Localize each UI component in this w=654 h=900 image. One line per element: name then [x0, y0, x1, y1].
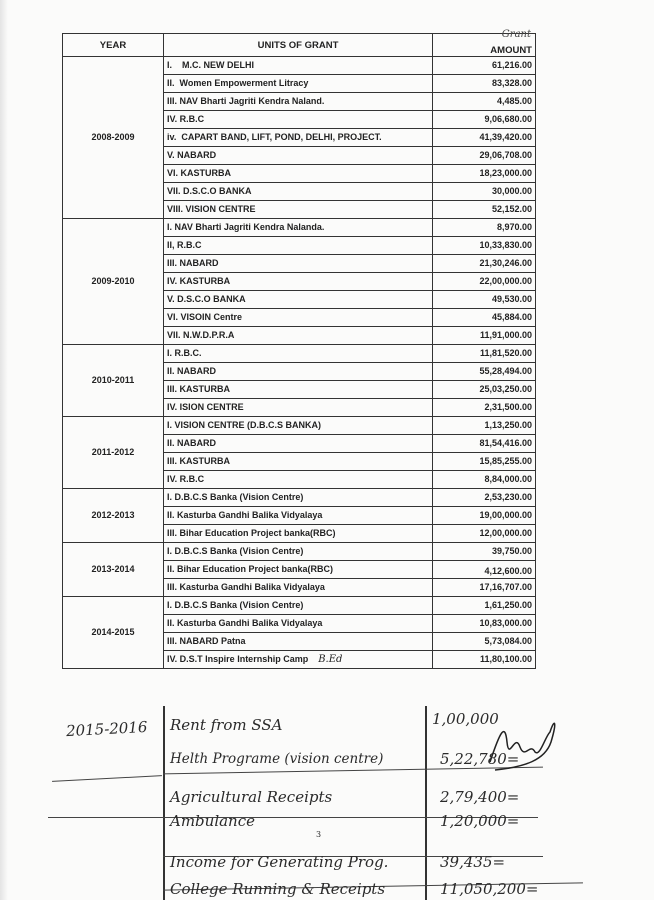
- year-cell: 2009-2010: [63, 219, 164, 345]
- table-row: [63, 597, 536, 615]
- unit-cell: [164, 561, 433, 579]
- table-header-row: [63, 34, 536, 57]
- unit-label: III. KASTURBA: [167, 384, 230, 394]
- unit-label: IV. D.S.T Inspire Internship Camp: [167, 654, 309, 664]
- year-cell: 2012-2013: [63, 489, 164, 543]
- unit-cell: [164, 633, 433, 651]
- handwritten-amount: 39,435=: [440, 853, 506, 871]
- handwritten-amount: 5,22,780=: [440, 750, 520, 768]
- unit-label: III. Kasturba Gandhi Balika Vidyalaya: [167, 582, 325, 592]
- unit-label: V. D.S.C.O BANKA: [167, 294, 246, 304]
- unit-cell: [164, 309, 433, 327]
- amount-cell: 1,13,250.00: [433, 417, 536, 435]
- amount-cell: 5,73,084.00: [433, 633, 536, 651]
- handwritten-year: 2015-2016: [65, 717, 148, 741]
- unit-label: II. Women Empowerment Litracy: [167, 78, 309, 88]
- grant-table: [62, 29, 536, 669]
- table-row: [63, 219, 536, 237]
- unit-cell: [164, 417, 433, 435]
- unit-cell: [164, 615, 433, 633]
- handwritten-unit: Ambulance: [170, 812, 255, 830]
- handwritten-note: B.Ed: [318, 654, 343, 665]
- unit-cell: [164, 327, 433, 345]
- unit-label: I. NAV Bharti Jagriti Kendra Nalanda.: [167, 222, 325, 232]
- unit-cell: [164, 363, 433, 381]
- unit-label: VIII. VISION CENTRE: [167, 204, 256, 214]
- unit-cell: [164, 525, 433, 543]
- unit-label: II. Bihar Education Project banka(RBC): [167, 564, 334, 574]
- header-year: YEAR: [63, 34, 164, 57]
- unit-cell: [164, 273, 433, 291]
- amount-cell: 30,000.00: [433, 183, 536, 201]
- handwritten-unit: Agricultural Receipts: [170, 788, 333, 806]
- amount-cell: 21,30,246.00: [433, 255, 536, 273]
- unit-label: III. KASTURBA: [167, 456, 230, 466]
- table-row: [63, 489, 536, 507]
- amount-cell: 4,12,600.00: [433, 561, 536, 579]
- unit-cell: [164, 453, 433, 471]
- unit-cell: [164, 507, 433, 525]
- table-row: [63, 57, 536, 75]
- unit-cell: [164, 183, 433, 201]
- amount-cell: 10,33,830.00: [433, 237, 536, 255]
- unit-cell: [164, 165, 433, 183]
- unit-label: VII. D.S.C.O BANKA: [167, 186, 252, 196]
- amount-cell: 11,81,520.00: [433, 345, 536, 363]
- amount-cell: 49,530.00: [433, 291, 536, 309]
- amount-cell: 39,750.00: [433, 543, 536, 561]
- unit-label: IV. R.B.C: [167, 474, 205, 484]
- handwritten-amount: 2,79,400=: [440, 788, 520, 806]
- amount-cell: 2,31,500.00: [433, 399, 536, 417]
- unit-cell: [164, 471, 433, 489]
- unit-label: I. D.B.C.S Banka (Vision Centre): [167, 546, 304, 556]
- unit-label: II, R.B.C: [167, 240, 202, 250]
- year-cell: 2011-2012: [63, 417, 164, 489]
- unit-cell: [164, 219, 433, 237]
- amount-cell: 4,485.00: [433, 93, 536, 111]
- amount-cell: 83,328.00: [433, 75, 536, 93]
- table-row: [63, 543, 536, 561]
- unit-label: III. NABARD: [167, 258, 219, 268]
- year-cell: 2008-2009: [63, 57, 164, 219]
- column-line: [425, 706, 427, 900]
- handwritten-unit: Helth Programe (vision centre): [170, 751, 384, 767]
- column-line: [163, 706, 165, 900]
- unit-cell: [164, 489, 433, 507]
- unit-label: II. Kasturba Gandhi Balika Vidyalaya: [167, 510, 323, 520]
- amount-cell: 8,84,000.00: [433, 471, 536, 489]
- unit-label: I. D.B.C.S Banka (Vision Centre): [167, 600, 304, 610]
- unit-label: iv. CAPART BAND, LIFT, POND, DELHI, PROJECT.: [167, 132, 382, 142]
- handwritten-unit: Income for Generating Prog.: [170, 853, 389, 871]
- amount-cell: 1,61,250.00: [433, 597, 536, 615]
- row-line: [52, 775, 162, 782]
- amount-cell: 9,06,680.00: [433, 111, 536, 129]
- unit-cell: [164, 111, 433, 129]
- table-row: [63, 417, 536, 435]
- amount-cell: 8,970.00: [433, 219, 536, 237]
- unit-label: IV. R.B.C: [167, 114, 205, 124]
- amount-cell: 22,00,000.00: [433, 273, 536, 291]
- amount-cell: 12,00,000.00: [433, 525, 536, 543]
- unit-cell: [164, 345, 433, 363]
- unit-cell: [164, 543, 433, 561]
- unit-label: II. Kasturba Gandhi Balika Vidyalaya: [167, 618, 323, 628]
- amount-cell: 11,80,100.00: [433, 651, 536, 669]
- amount-cell: 15,85,255.00: [433, 453, 536, 471]
- unit-label: I. R.B.C.: [167, 348, 202, 358]
- header-amount-label: AMOUNT: [490, 45, 532, 56]
- unit-label: II. NABARD: [167, 366, 216, 376]
- handwritten-grant-note: Grant: [501, 29, 531, 40]
- unit-label: IV. ISION CENTRE: [167, 402, 244, 412]
- amount-cell: 25,03,250.00: [433, 381, 536, 399]
- unit-cell: [164, 399, 433, 417]
- unit-cell: [164, 201, 433, 219]
- year-cell: 2014-2015: [63, 597, 164, 669]
- table-body: [63, 57, 536, 669]
- unit-cell: [164, 75, 433, 93]
- unit-cell: [164, 147, 433, 165]
- unit-label: II. NABARD: [167, 438, 216, 448]
- unit-label: VII. N.W.D.P.R.A: [167, 330, 235, 340]
- unit-cell: [164, 291, 433, 309]
- page-number: 3: [316, 830, 322, 839]
- unit-label: I. M.C. NEW DELHI: [167, 60, 254, 70]
- unit-cell: [164, 237, 433, 255]
- amount-cell: 10,83,000.00: [433, 615, 536, 633]
- amount-cell: 11,91,000.00: [433, 327, 536, 345]
- unit-label: I. VISION CENTRE (D.B.C.S BANKA): [167, 420, 322, 430]
- unit-cell: [164, 579, 433, 597]
- amount-cell: 55,28,494.00: [433, 363, 536, 381]
- handwritten-amount: 1,00,000: [432, 710, 499, 728]
- unit-cell: [164, 651, 433, 669]
- unit-cell: [164, 381, 433, 399]
- unit-cell: [164, 435, 433, 453]
- unit-label: III. NAV Bharti Jagriti Kendra Naland.: [167, 96, 325, 106]
- unit-label: III. Bihar Education Project banka(RBC): [167, 528, 336, 538]
- unit-label: III. NABARD Patna: [167, 636, 246, 646]
- amount-cell: 81,54,416.00: [433, 435, 536, 453]
- amount-cell: 2,53,230.00: [433, 489, 536, 507]
- table-row: [63, 345, 536, 363]
- signature: [485, 712, 565, 782]
- amount-cell: 52,152.00: [433, 201, 536, 219]
- unit-label: I. D.B.C.S Banka (Vision Centre): [167, 492, 304, 502]
- unit-cell: [164, 597, 433, 615]
- handwritten-unit: Rent from SSA: [170, 716, 283, 734]
- amount-cell: 45,884.00: [433, 309, 536, 327]
- handwritten-amount: 11,050,200=: [440, 880, 539, 898]
- header-amount: [433, 29, 536, 57]
- unit-cell: [164, 129, 433, 147]
- unit-label: IV. KASTURBA: [167, 276, 231, 286]
- handwritten-unit: College Running & Receipts: [170, 880, 386, 898]
- amount-cell: 17,16,707.00: [433, 579, 536, 597]
- amount-cell: 61,216.00: [433, 57, 536, 75]
- amount-cell: 18,23,000.00: [433, 165, 536, 183]
- handwritten-amount: 1,20,000=: [440, 812, 520, 830]
- unit-cell: [164, 93, 433, 111]
- amount-cell: 29,06,708.00: [433, 147, 536, 165]
- unit-cell: [164, 255, 433, 273]
- unit-label: VI. VISOIN Centre: [167, 312, 243, 322]
- unit-label: VI. KASTURBA: [167, 168, 232, 178]
- amount-cell: 19,00,000.00: [433, 507, 536, 525]
- header-units: UNITS OF GRANT: [164, 34, 433, 57]
- unit-cell: [164, 57, 433, 75]
- amount-cell: 41,39,420.00: [433, 129, 536, 147]
- year-cell: 2013-2014: [63, 543, 164, 597]
- year-cell: 2010-2011: [63, 345, 164, 417]
- unit-label: V. NABARD: [167, 150, 217, 160]
- scan-edge-shadow: [0, 0, 8, 900]
